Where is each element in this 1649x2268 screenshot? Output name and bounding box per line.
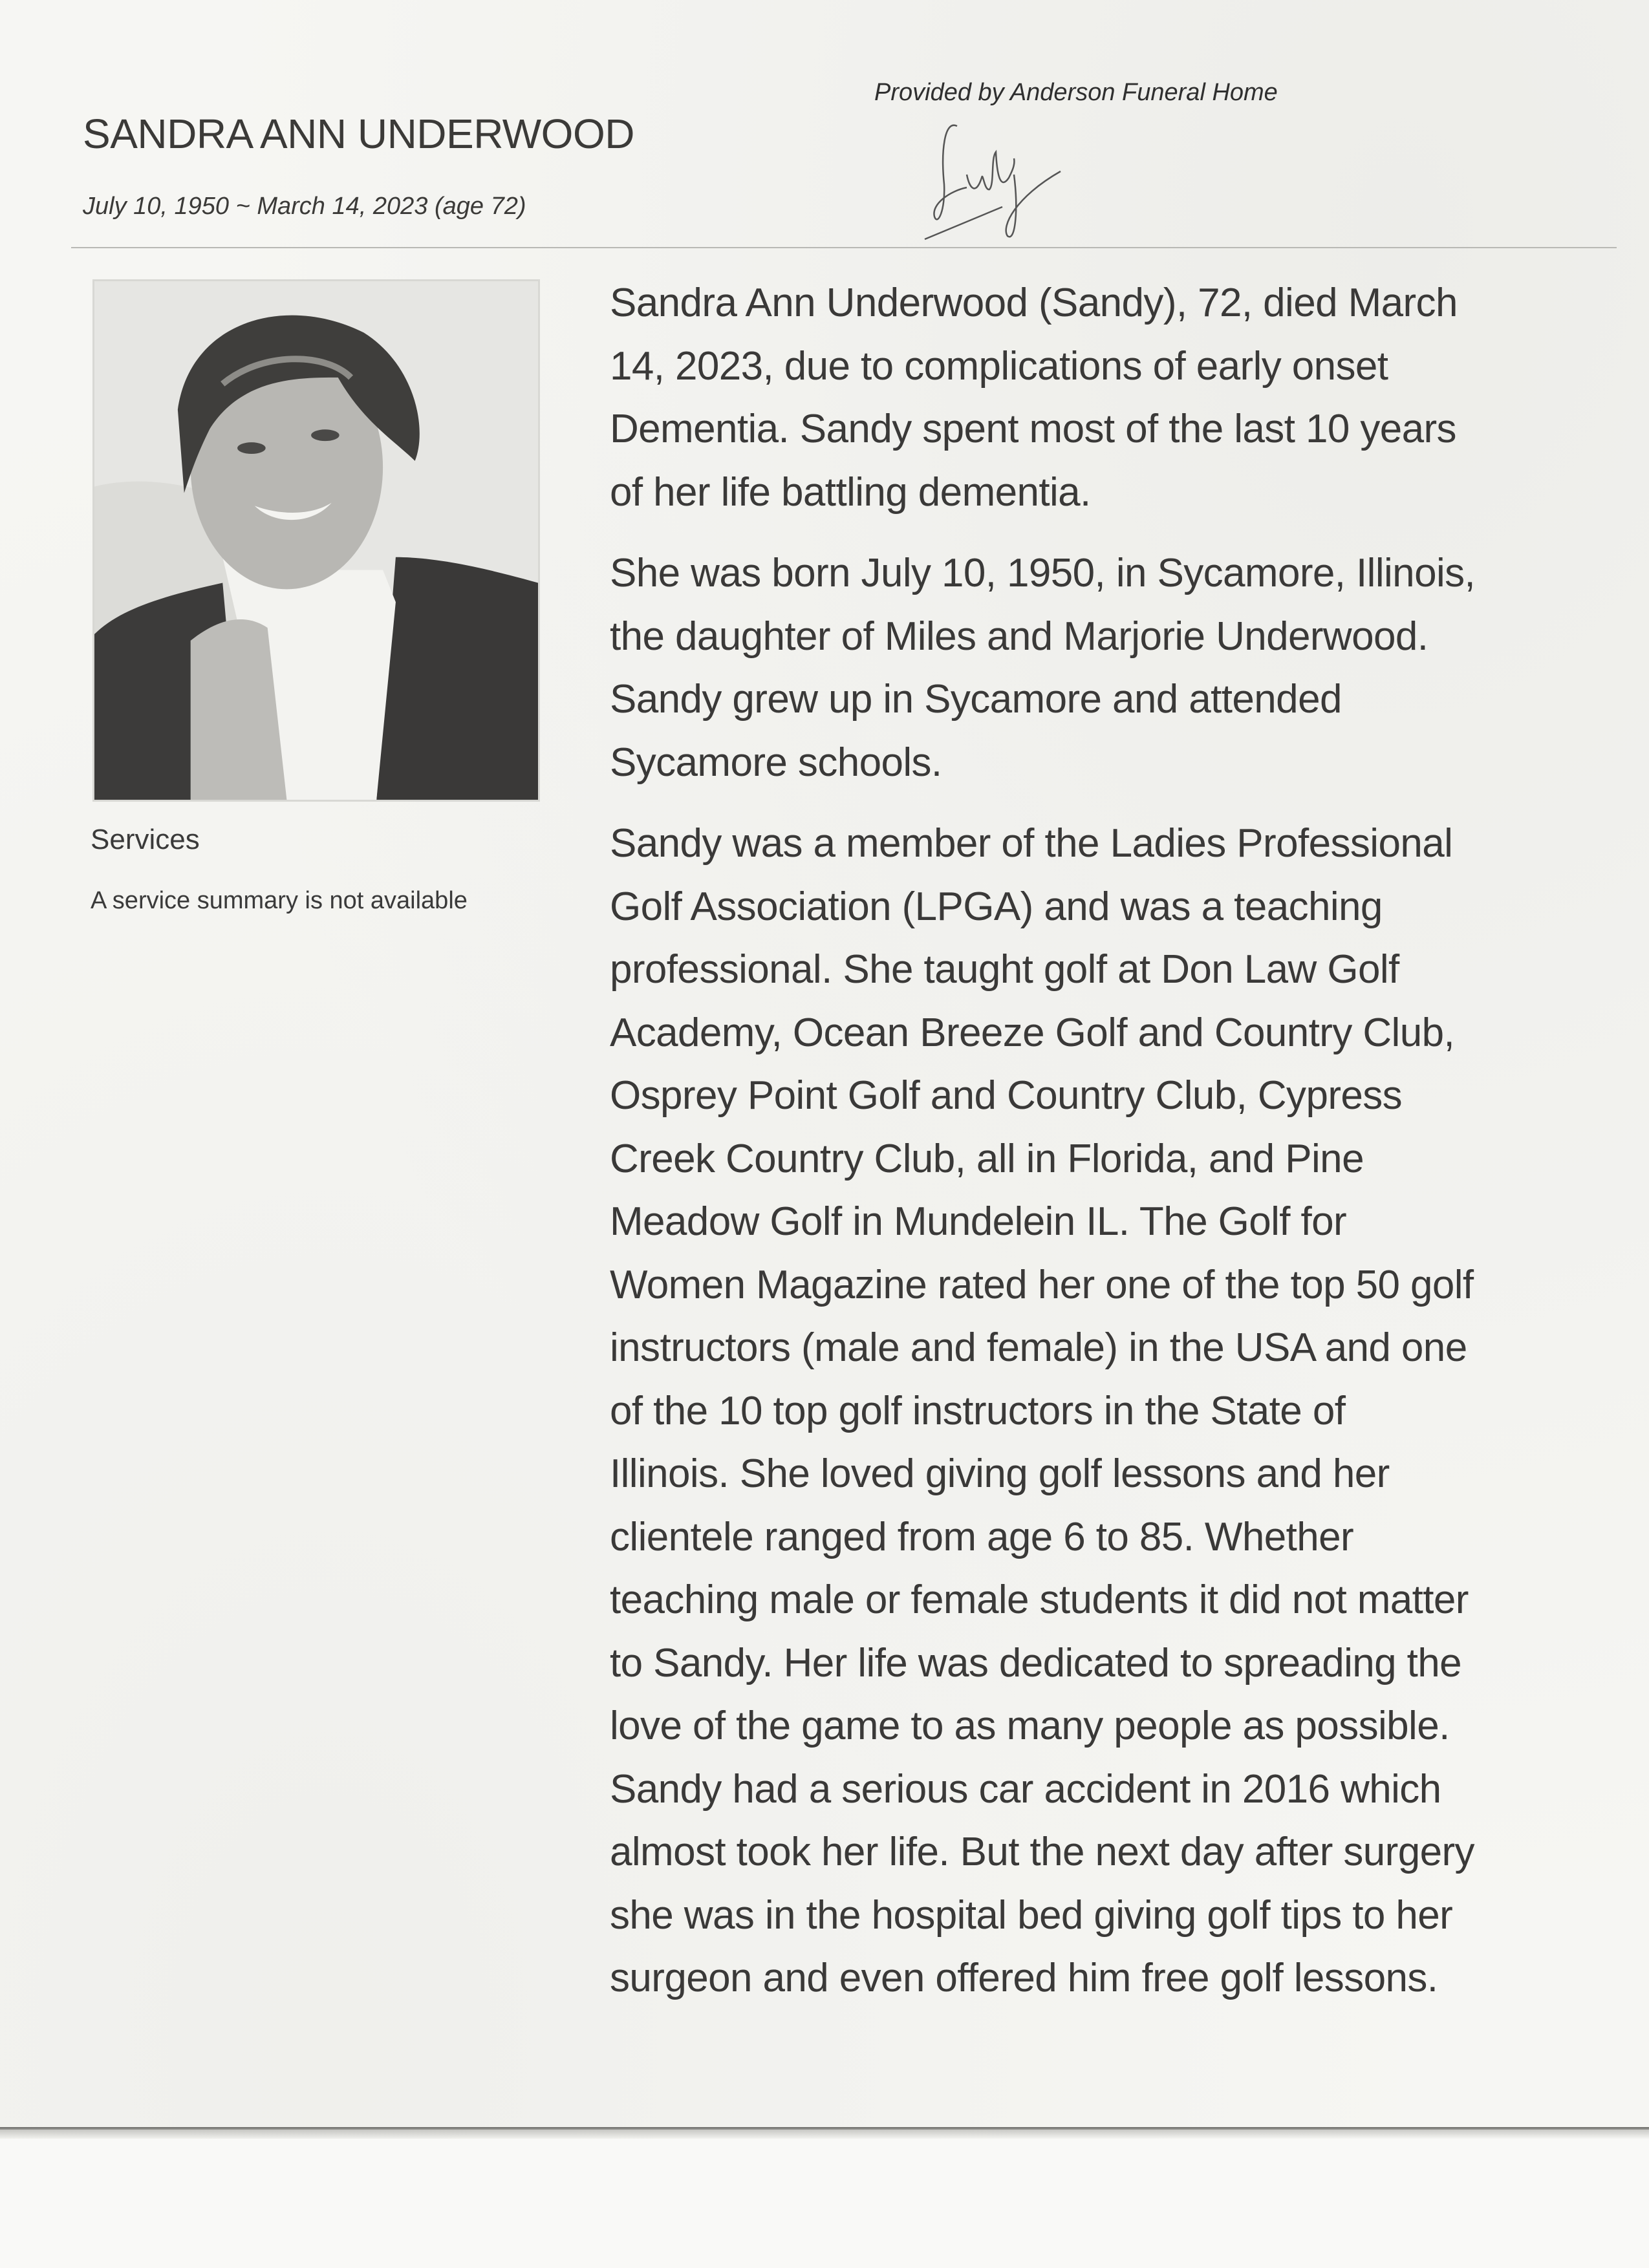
text-line: Sandy was a member of the Ladies Professional bbox=[610, 821, 1453, 866]
text-line: Meadow Golf in Mundelein IL. The Golf for bbox=[610, 1199, 1347, 1244]
text-line: Sandra Ann Underwood (Sandy), 72, died March bbox=[610, 281, 1458, 325]
text-line: Illinois. She loved giving golf lessons and her bbox=[610, 1451, 1390, 1496]
text-line: Sycamore schools. bbox=[610, 740, 942, 785]
life-dates: July 10, 1950 ~ March 14, 2023 (age 72) bbox=[83, 193, 526, 220]
text-line: of her life battling dementia. bbox=[610, 469, 1091, 515]
text-line: Golf Association (LPGA) and was a teaching bbox=[610, 884, 1383, 929]
obituary-text bbox=[610, 272, 1619, 2028]
text-line: teaching male or female students it did not matter bbox=[610, 1578, 1469, 1622]
deceased-name-heading: SANDRA ANN UNDERWOOD bbox=[83, 111, 634, 157]
obituary-paragraph bbox=[610, 812, 1619, 2010]
service-summary: A service summary is not available bbox=[91, 887, 468, 914]
text-line: Dementia. Sandy spent most of the last 10 years bbox=[610, 407, 1456, 451]
text-line: Creek Country Club, all in Florida, and Pine bbox=[610, 1136, 1364, 1181]
text-line: 14, 2023, due to complications of early onset bbox=[610, 343, 1388, 389]
text-line: Sandy grew up in Sycamore and attended bbox=[610, 677, 1342, 722]
text-line: Women Magazine rated her one of the top 50 golf bbox=[610, 1262, 1474, 1307]
lower-sheet bbox=[0, 2139, 1649, 2268]
obituary-paragraph bbox=[610, 542, 1619, 794]
text-line: almost took her life. But the next day after surgery bbox=[610, 1830, 1474, 1874]
portrait-image bbox=[94, 281, 538, 800]
text-line: instructors (male and female) in the USA and one bbox=[610, 1325, 1467, 1370]
page-fold-shadow bbox=[0, 2130, 1649, 2139]
text-line: surgeon and even offered him free golf lessons. bbox=[610, 1956, 1438, 2000]
provided-by-funeral-home: Provided by Anderson Funeral Home bbox=[874, 79, 1278, 106]
text-line: She was born July 10, 1950, in Sycamore, Illinois, bbox=[610, 551, 1476, 595]
obituary-paragraph bbox=[610, 272, 1619, 524]
text-line: Academy, Ocean Breeze Golf and Country Club, bbox=[610, 1010, 1455, 1055]
header-divider bbox=[71, 247, 1617, 248]
text-line: clientele ranged from age 6 to 85. Whether bbox=[610, 1514, 1354, 1559]
text-line: Osprey Point Golf and Country Club, Cypress bbox=[610, 1073, 1403, 1118]
text-line: she was in the hospital bed giving golf tips to her bbox=[610, 1892, 1453, 1938]
text-line: the daughter of Miles and Marjorie Underwood. bbox=[610, 614, 1428, 659]
services-heading: Services bbox=[91, 824, 200, 855]
text-line: Sandy had a serious car accident in 2016 which bbox=[610, 1766, 1441, 1812]
signature-scribble-icon bbox=[905, 113, 1138, 242]
text-line: of the 10 top golf instructors in the State of bbox=[610, 1388, 1346, 1433]
text-line: love of the game to as many people as possible. bbox=[610, 1704, 1450, 1748]
portrait-photo bbox=[92, 279, 540, 802]
handwritten-signature bbox=[905, 113, 1138, 242]
text-line: to Sandy. Her life was dedicated to spreading the bbox=[610, 1640, 1462, 1685]
text-line: professional. She taught golf at Don Law Golf bbox=[610, 947, 1399, 992]
